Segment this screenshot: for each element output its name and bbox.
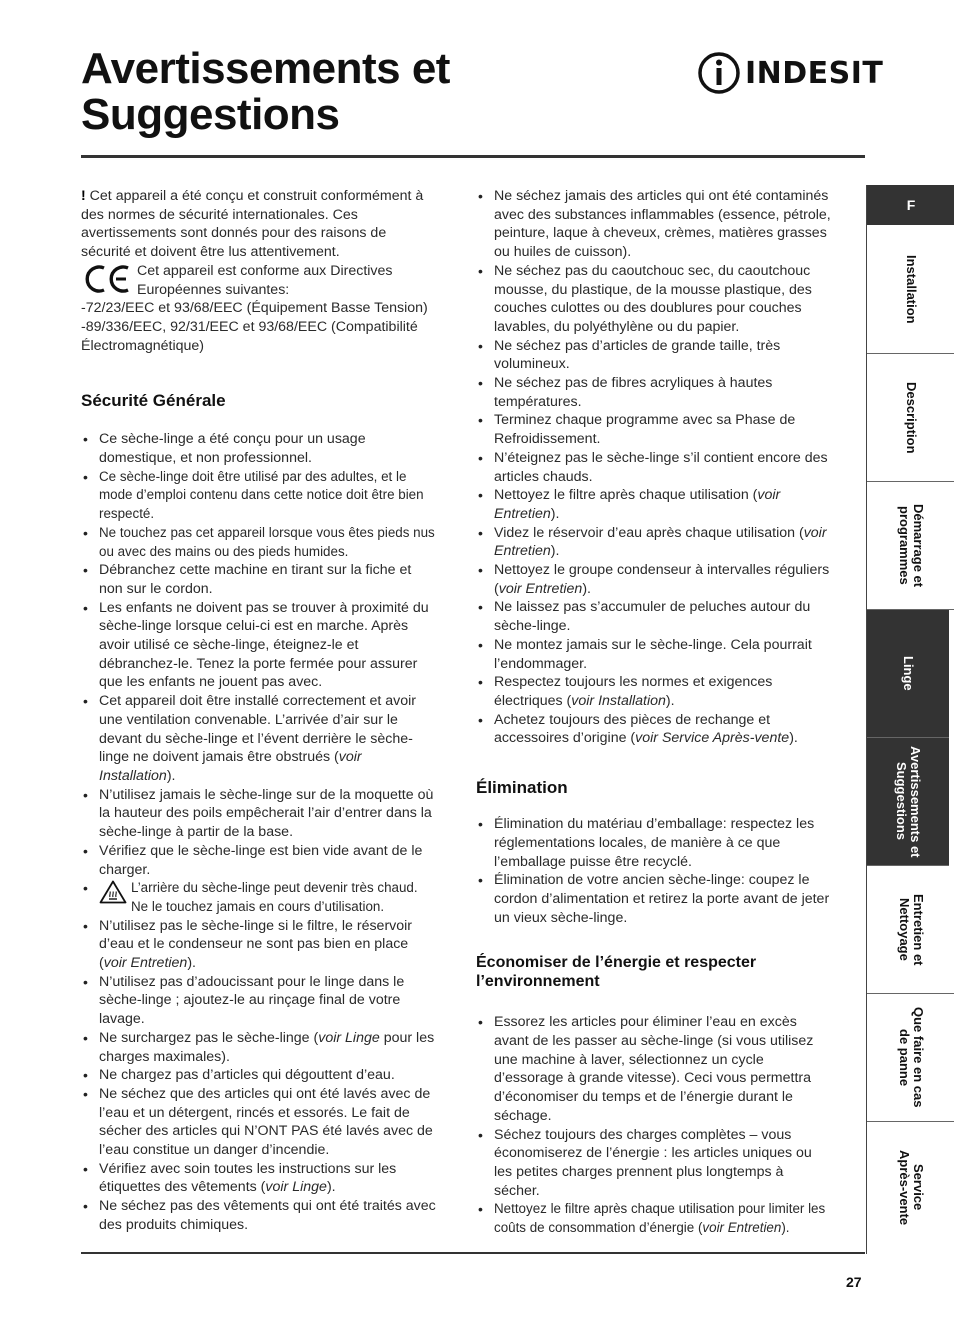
brand-logo (697, 50, 883, 96)
list-item: • Les enfants ne doivent pas se trouver à proximité du sèche-linge lorsque celui-ci est en marche. Après avoir utilisé ce sèche-linge, éteignez-le et débranchez-le. Tenez la porte fermée pour assurer que les enfants ne jouent pas avec. (81, 599, 437, 693)
list-item: • N’éteignez pas le sèche-linge s’il contient encore des articles chauds. (476, 449, 832, 486)
title-divider (81, 155, 865, 158)
list-item: • Nettoyez le filtre après chaque utilisation pour limiter les coûts de consommation d’énergie (voir Entretien). (476, 1200, 832, 1237)
left-column (81, 187, 437, 1235)
list-item: • Essorez les articles pour éliminer l’eau en excès avant de les passer au sèche-linge (si vous utilisez une machine à laver, sélectionnez un cycle d’essorage à grande vitesse). Ceci vous permettra d’économiser du temps et de l’énergie durant le séchage. (476, 1013, 832, 1125)
cross-reference: voir Entretien (498, 580, 583, 597)
list-item: • Ne montez jamais sur le sèche-linge. Cela pourrait l’endommager. (476, 636, 832, 673)
list-item: • Séchez toujours des charges complètes – vous économiserez de l’énergie : les articles uniques ou les petites charges prennent plus longtemps à sécher. (476, 1126, 832, 1201)
list-item (81, 879, 437, 916)
page-number: 27 (846, 1274, 862, 1290)
list-item: • Ne chargez pas d’articles qui dégouttent d’eau. (81, 1066, 437, 1085)
page-title (81, 46, 450, 138)
energie-list (476, 1013, 832, 1237)
list-item: • Cet appareil doit être installé correctement et avoir une ventilation convenable. L’arrivée d’air sur le devant du sèche-linge et l’évent derrière le sèche-linge ne doivent jamais être obstrués (voir Installation). (81, 692, 437, 786)
list-item: • Ce sèche-linge a été conçu pour un usage domestique, et non professionnel. (81, 430, 437, 467)
list-item: • N’utilisez jamais le sèche-linge sur de la moquette où la hauteur des poils empêcherait l’air d’entrer dans la sèche-linge à partir de la base. (81, 786, 437, 842)
tab-avertissements[interactable]: Avertissements et Suggestions (867, 738, 949, 866)
list-item: • Élimination du matériau d’emballage: respectez les réglementations locales, de manière à ce que l’emballage puisse être recyclé. (476, 815, 832, 871)
list-item: • N’utilisez pas d’adoucissant pour le linge dans le sèche-linge ; ajoutez-le au rinçage final de votre lavage. (81, 973, 437, 1029)
securite-list (81, 430, 437, 1234)
title-line-2: Suggestions (81, 90, 340, 139)
list-item: • Ne séchez pas de fibres acryliques à hautes températures. (476, 374, 832, 411)
directive-emc: -89/336/EEC, 92/31/EEC et 93/68/EEC (Compatibilité Électromagnétique) (81, 318, 418, 354)
tab-entretien[interactable]: Entretien et Nettoyage (867, 866, 954, 994)
list-item: • Ne séchez jamais des articles qui ont été contaminés avec des substances inflammables (essence, pétrole, peinture, laque à cheveux, crèmes, matières grasses ou huiles de cuisson). (476, 187, 832, 262)
cross-reference: voir Installation (571, 692, 666, 709)
list-item: • Débranchez cette machine en tirant sur la fiche et non sur le cordon. (81, 561, 437, 598)
cross-reference: voir Service Après-vente (635, 730, 790, 747)
ce-compliance (81, 262, 437, 299)
cross-reference: voir Entretien (494, 524, 827, 560)
cross-reference: voir Linge (265, 1179, 327, 1196)
cross-reference: voir Entretien (103, 955, 188, 972)
heading-elimination: Élimination (476, 778, 568, 798)
cross-reference: voir Installation (99, 749, 362, 784)
list-item: • Ne séchez pas du caoutchouc sec, du caoutchouc mousse, du plastique, de la mousse plastique, des couches culottes ou des doublures pour couches lavables, du polyéthylène ou du papier. (476, 262, 832, 337)
cross-reference: voir Entretien (494, 487, 781, 522)
tab-linge[interactable]: Linge (867, 610, 949, 738)
list-item: • Nettoyez le filtre après chaque utilisation (voir Entretien). (476, 486, 832, 523)
list-item: • Ne laissez pas s’accumuler de peluches autour du sèche-linge. (476, 598, 832, 635)
heading-energie: Économiser de l’énergie et respecter l’environnement (476, 954, 757, 991)
hot-surface-warning: • L’arrière du sèche-linge peut devenir très chaud. Ne le touchez jamais en cours d’utilisation. (99, 879, 437, 916)
list-item: • Ne surchargez pas le sèche-linge (voir Linge pour les charges maximales). (81, 1029, 437, 1066)
tab-depannage[interactable]: Que faire en cas de panne (867, 994, 954, 1122)
list-item: • Ne séchez pas des vêtements qui ont été traités avec des produits chimiques. (81, 1197, 437, 1234)
list-item: • Ne séchez que des articles qui ont été lavés avec de l’eau et un détergent, rincés et essorés. Le fait de sécher des articles qui N’ONT PAS été lavés avec de l’eau constitue un danger d’incendie. (81, 1085, 437, 1160)
list-item: • Élimination de votre ancien sèche-linge: coupez le cordon d’alimentation et retirez la porte avant de jeter un vieux sèche-linge. (476, 871, 832, 927)
tab-service[interactable]: Service Après-vente (897, 1149, 926, 1226)
cross-reference: voir Entretien (702, 1220, 782, 1236)
list-item: • Videz le réservoir d’eau après chaque utilisation (voir Entretien). (476, 524, 832, 561)
indesit-logo-icon (697, 51, 741, 95)
ce-text: Cet appareil est conforme aux Directives Européennes suivantes: (137, 262, 393, 298)
tab-installation[interactable]: Installation (867, 225, 954, 354)
list-item: • Respectez toujours les normes et exigences électriques (voir Installation). (476, 673, 832, 710)
title-line-1: Avertissements et (81, 44, 450, 93)
tab-demarrage[interactable]: Démarrage et programmes (867, 482, 954, 610)
hot-surface-warning-icon (99, 880, 127, 904)
list-item: • Ce sèche-linge doit être utilisé par des adultes, et le mode d’emploi contenu dans cette notice doit être bien respecté. (81, 468, 437, 524)
language-tab[interactable]: F (867, 185, 954, 225)
heading-securite: Sécurité Générale (81, 391, 226, 411)
intro-paragraph: ! Cet appareil a été conçu et construit conformément à des normes de sécurité internationales. Ces avertissements sont donnés pour des raisons de sécurité et doivent être lus attentivement. (81, 188, 424, 261)
section-sidebar (866, 185, 954, 1254)
list-item: • Achetez toujours des pièces de rechange et accessoires d’origine (voir Service Après-vente). (476, 711, 832, 748)
directive-low-voltage: -72/23/EEC et 93/68/EEC (Équipement Basse Tension) (81, 300, 428, 317)
brand-name: INDESIT (745, 55, 884, 91)
securite-list-continued (476, 187, 832, 748)
ce-mark-icon (83, 264, 131, 294)
warning-exclamation: ! (81, 188, 86, 204)
list-item: • Terminez chaque programme avec sa Phase de Refroidissement. (476, 411, 832, 448)
cross-reference: voir Linge (318, 1029, 380, 1046)
tab-description[interactable]: Description (867, 354, 954, 482)
footer-divider (81, 1252, 865, 1254)
list-item: • Ne touchez pas cet appareil lorsque vous êtes pieds nus ou avec des mains ou des pieds humides. (81, 524, 437, 561)
list-item: • Vérifiez avec soin toutes les instructions sur les étiquettes des vêtements (voir Linge). (81, 1160, 437, 1197)
list-item: • Ne séchez pas d’articles de grande taille, très volumineux. (476, 337, 832, 374)
right-column (476, 187, 832, 1238)
list-item: • N’utilisez pas le sèche-linge si le filtre, le réservoir d’eau et le condenseur ne sont pas bien en place (voir Entretien). (81, 917, 437, 973)
elimination-list (476, 815, 832, 927)
list-item: • Vérifiez que le sèche-linge est bien vide avant de le charger. (81, 842, 437, 879)
list-item: • Nettoyez le groupe condenseur à intervalles réguliers (voir Entretien). (476, 561, 832, 598)
